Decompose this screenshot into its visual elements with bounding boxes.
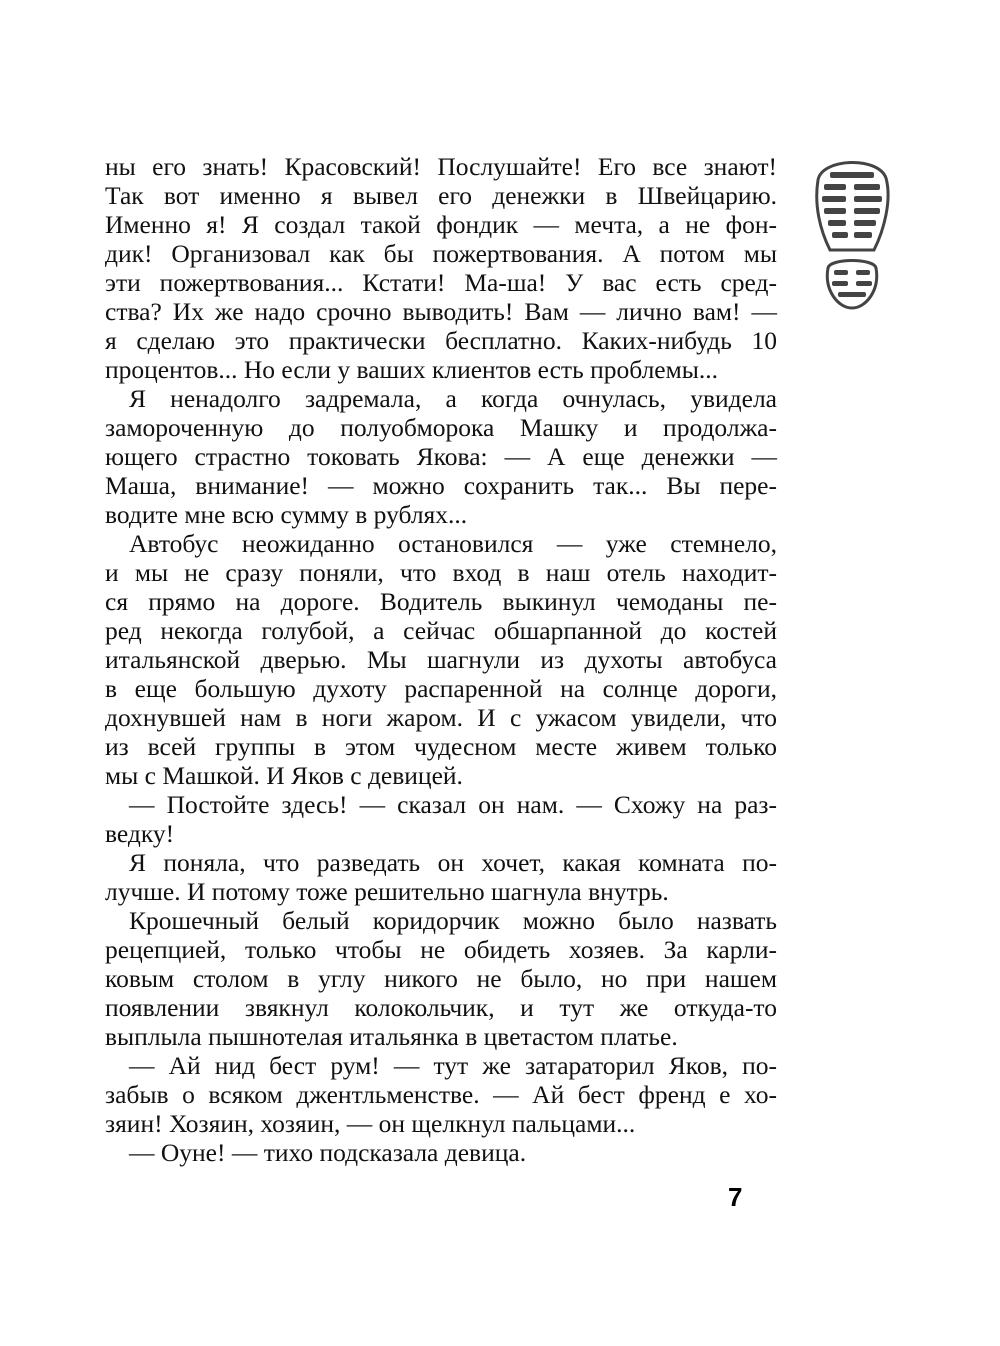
text-line: ющего страстно токовать Якова: — А еще денежки —: [105, 442, 777, 471]
text-line: выплыла пышнотелая итальянка в цветастом платье.: [105, 1022, 678, 1051]
text-line: ства? Их же надо срочно выводить! Вам — лично вам! —: [105, 297, 777, 326]
text-line: Я ненадолго задремала, а когда очнулась, увидела: [129, 384, 777, 413]
text-line: ведку!: [105, 819, 175, 848]
text-line: рецепцией, только чтобы не обидеть хозяев. За карли-: [105, 935, 777, 964]
text-line: Я поняла, что разведать он хочет, какая комната по-: [129, 848, 777, 877]
text-line: Именно я! Я создал такой фондик — мечта, а не фон-: [105, 210, 777, 239]
text-line: из всей группы в этом чудесном месте живем только: [105, 732, 777, 761]
text-line: забыв о всяком джентльменстве. — Ай бест френд е хо-: [105, 1080, 777, 1109]
text-line: водите мне всю сумму в рублях...: [105, 500, 468, 529]
text-line: в еще большую духоту распаренной на солнце дороги,: [105, 674, 777, 703]
text-line: зяин! Хозяин, хозяин, — он щелкнул пальцами...: [105, 1109, 636, 1138]
text-line: Крошечный белый коридорчик можно было назвать: [129, 906, 777, 935]
body-text: [105, 152, 777, 1167]
footprint-icon: [800, 150, 900, 320]
text-line: ны его знать! Красовский! Послушайте! Его все знают!: [105, 152, 777, 181]
text-line: мы с Машкой. И Яков с девицей.: [105, 761, 463, 790]
text-line: — Постойте здесь! — сказал он нам. — Схожу на раз-: [129, 790, 777, 819]
text-line: появлении звякнул колокольчик, и тут же откуда-то: [105, 993, 777, 1022]
text-line: лучше. И потому тоже решительно шагнула внутрь.: [105, 877, 669, 906]
text-line: — Ай нид бест рум! — тут же затараторил Яков, по-: [129, 1051, 777, 1080]
text-line: дик! Организовал как бы пожертвования. А потом мы: [105, 239, 777, 268]
text-line: Так вот именно я вывел его денежки в Швейцарию.: [105, 181, 777, 210]
text-line: замороченную до полуобморока Машку и продолжа-: [105, 413, 777, 442]
text-line: ся прямо на дороге. Водитель выкинул чемоданы пе-: [105, 587, 777, 616]
text-line: Автобус неожиданно остановился — уже стемнело,: [129, 529, 777, 558]
text-line: дохнувшей нам в ноги жаром. И с ужасом увидели, что: [105, 703, 777, 732]
text-line: Маша, внимание! — можно сохранить так... Вы пере-: [105, 471, 777, 500]
text-line: процентов... Но если у ваших клиентов есть проблемы...: [105, 355, 719, 384]
text-line: и мы не сразу поняли, что вход в наш отель находит-: [105, 558, 777, 587]
text-line: эти пожертвования... Кстати! Ма-ша! У вас есть сред-: [105, 268, 777, 297]
text-line: ред некогда голубой, а сейчас обшарпанной до костей: [105, 616, 777, 645]
text-line: — Оуне! — тихо подсказала девица.: [129, 1138, 527, 1167]
text-line: итальянской дверью. Мы шагнули из духоты автобуса: [105, 645, 777, 674]
page-number: 7: [728, 1182, 743, 1212]
text-line: ковым столом в углу никого не было, но при нашем: [105, 964, 777, 993]
text-line: я сделаю это практически бесплатно. Каких-нибудь 10: [105, 326, 777, 355]
